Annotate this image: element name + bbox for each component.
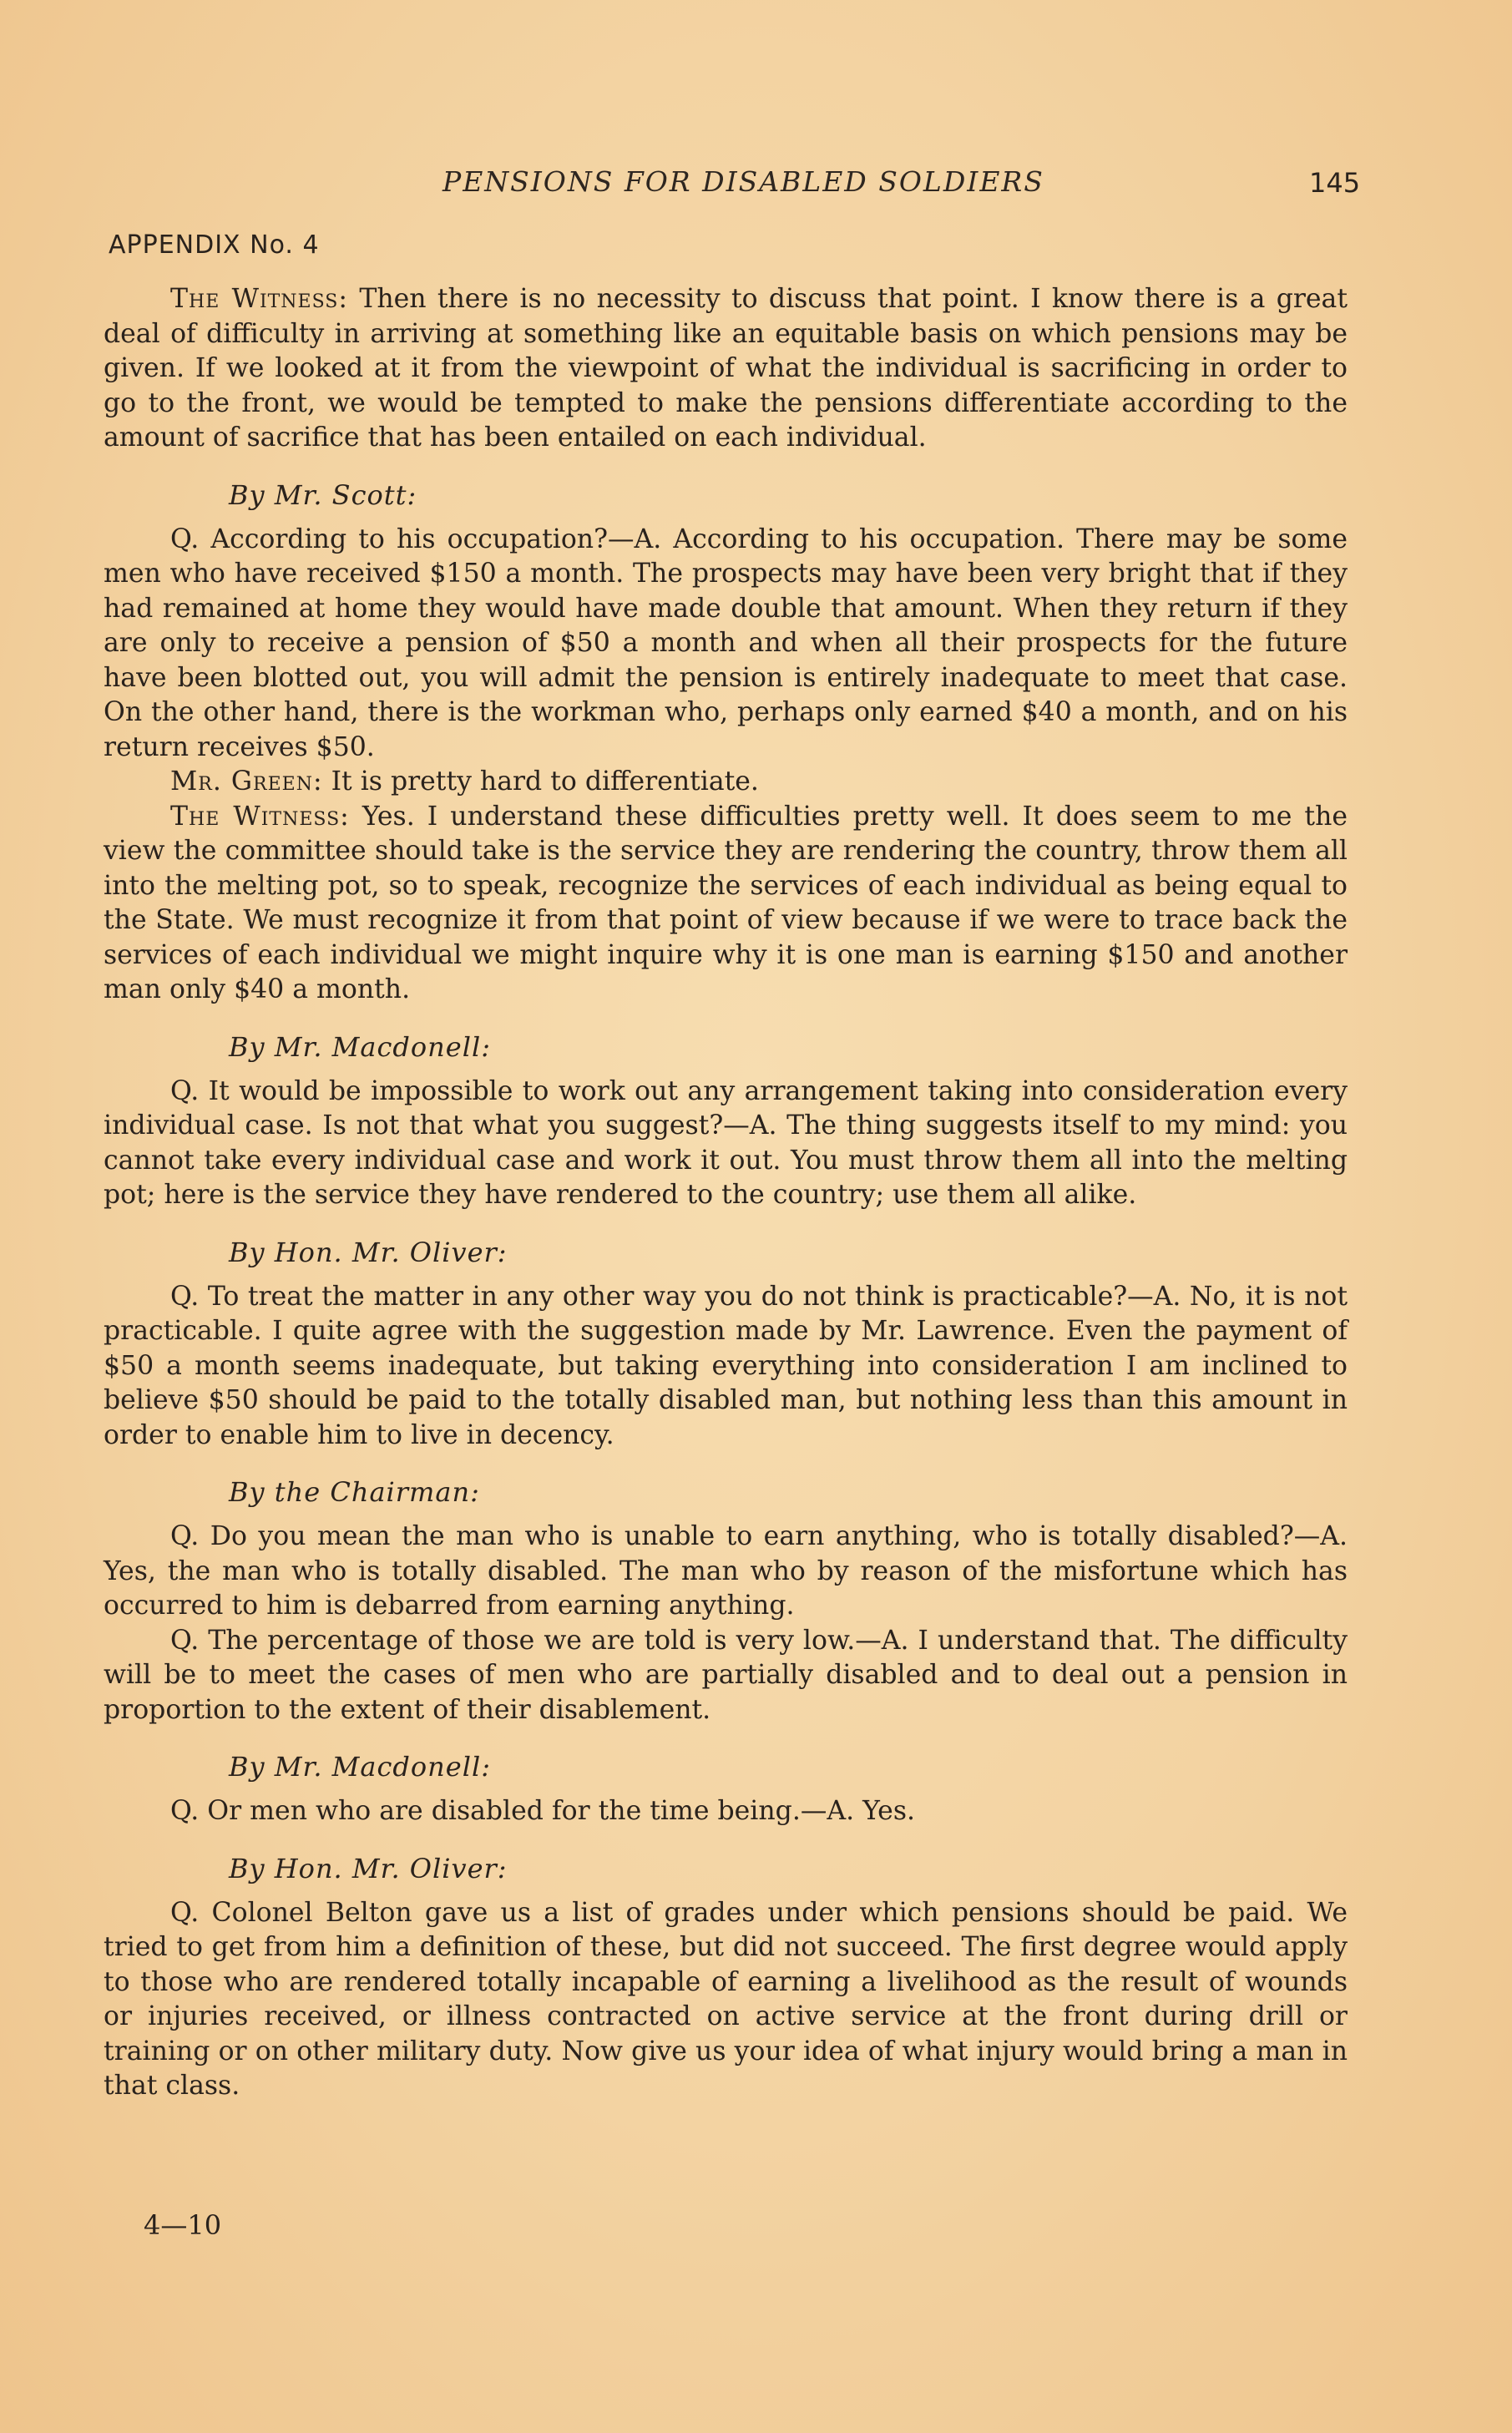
testimony-paragraph [104, 282, 1348, 456]
testimony-paragraph [104, 1624, 1348, 1728]
testimony-paragraph [104, 1520, 1348, 1624]
testimony-paragraph [104, 765, 1348, 800]
testimony-paragraph [104, 1280, 1348, 1454]
paragraph-text: Q. Colonel Belton gave us a list of grades under which pensions should be paid. We tried to get from him a definition of these, but did not succeed. The first degree would apply to those who are rendered totally incapable of earning a livelihood as the result of wounds or injuries received, or illness contracted on active service at the front during drill or training or on other military duty. Now give us your idea of what injury would bring a man in that class. [104, 1897, 1348, 2101]
examiner-heading: By Mr. Macdonell: [229, 1751, 491, 1783]
speaker-label: The Witness: [170, 284, 348, 314]
document-body [104, 282, 1348, 2121]
paragraph-text: Q. To treat the matter in any other way you do not think is practicable?—A. No, it is not practicable. I quite agree with the suggestion made by Mr. Lawrence. Even the payment of $50 a month seems inadequate, but taking everything into consideration I am inclined to believe $50 should be paid to the totally disabled man, but nothing less than this amount in order to enable him to live in decency. [104, 1281, 1348, 1450]
examiner-heading: By Hon. Mr. Oliver: [229, 1852, 508, 1884]
paragraph-text: Q. According to his occupation?—A. According to his occupation. There may be some men who have received $150 a month. The prospects may have been very bright that if they had remained at home they would have made double that amount. When they return if they are only to receive a pension of $50 a month and when all their prospects for the future have been blotted out, you will admit the pension is entirely inadequate to meet that case. On the other hand, there is the workman who, perhaps only earned $40 a month, and on his return receives $50. [104, 524, 1348, 762]
paragraph-text: Q. The percentage of those we are told is very low.—A. I understand that. The difficulty will be to meet the cases of men who are partially disabled and to deal out a pension in proportion to the extent of their disablement. [104, 1625, 1348, 1725]
speaker-label: Mr. Green: [170, 766, 323, 797]
page-header [0, 165, 1512, 207]
speaker-label: The Witness: [170, 801, 350, 832]
testimony-paragraph [104, 800, 1348, 1008]
testimony-paragraph [104, 1896, 1348, 2104]
testimony-paragraph [104, 523, 1348, 766]
testimony-paragraph [104, 1075, 1348, 1213]
paragraph-text: Q. Do you mean the man who is unable to earn anything, who is totally disabled?—A. Yes, the man who is totally disabled. The man who by reason of the misfortune which has occurred to him is debarred from earning anything. [104, 1521, 1348, 1621]
paragraph-text: Then there is no necessity to discuss that point. I know there is a great deal of difficulty in arriving at something like an equitable basis on which pensions may be given. If we looked at it from the viewpoint of what the individual is sacrificing in order to go to the front, we would be tempted to make the pensions differentiate according to the amount of sacrifice that has been entailed on each individual. [104, 284, 1348, 453]
appendix-label: APPENDIX No. 4 [109, 230, 320, 260]
examiner-heading: By Mr. Scott: [229, 478, 417, 511]
examiner-heading: By the Chairman: [229, 1476, 480, 1508]
running-title: PENSIONS FOR DISABLED SOLDIERS [442, 165, 1044, 198]
examiner-heading: By Mr. Macdonell: [229, 1030, 491, 1063]
examiner-heading: By Hon. Mr. Oliver: [229, 1236, 508, 1268]
paragraph-text: Yes. I understand these difficulties pretty well. It does seem to me the view the committee should take is the service they are rendering the country, throw them all into the melting pot, so to speak, recognize the services of each individual as being equal to the State. We must recognize it from that point of view because if we were to trace back the services of each individual we might inquire why it is one man is earning $150 and another man only $40 a month. [104, 801, 1348, 1004]
paragraph-text: Q. It would be impossible to work out any arrangement taking into consideration every individual case. Is not that what you suggest?—A. The thing suggests itself to my mind: you cannot take every individual case and work it out. You must throw them all into the melting pot; here is the service they have rendered to the country; use them all alike. [104, 1075, 1348, 1210]
folio-mark: 4—10 [144, 2209, 222, 2241]
paragraph-text: Q. Or men who are disabled for the time being.—A. Yes. [170, 1796, 915, 1826]
testimony-paragraph [104, 1794, 1348, 1829]
page-number: 145 [1309, 167, 1361, 199]
paragraph-text: It is pretty hard to differentiate. [322, 766, 759, 797]
